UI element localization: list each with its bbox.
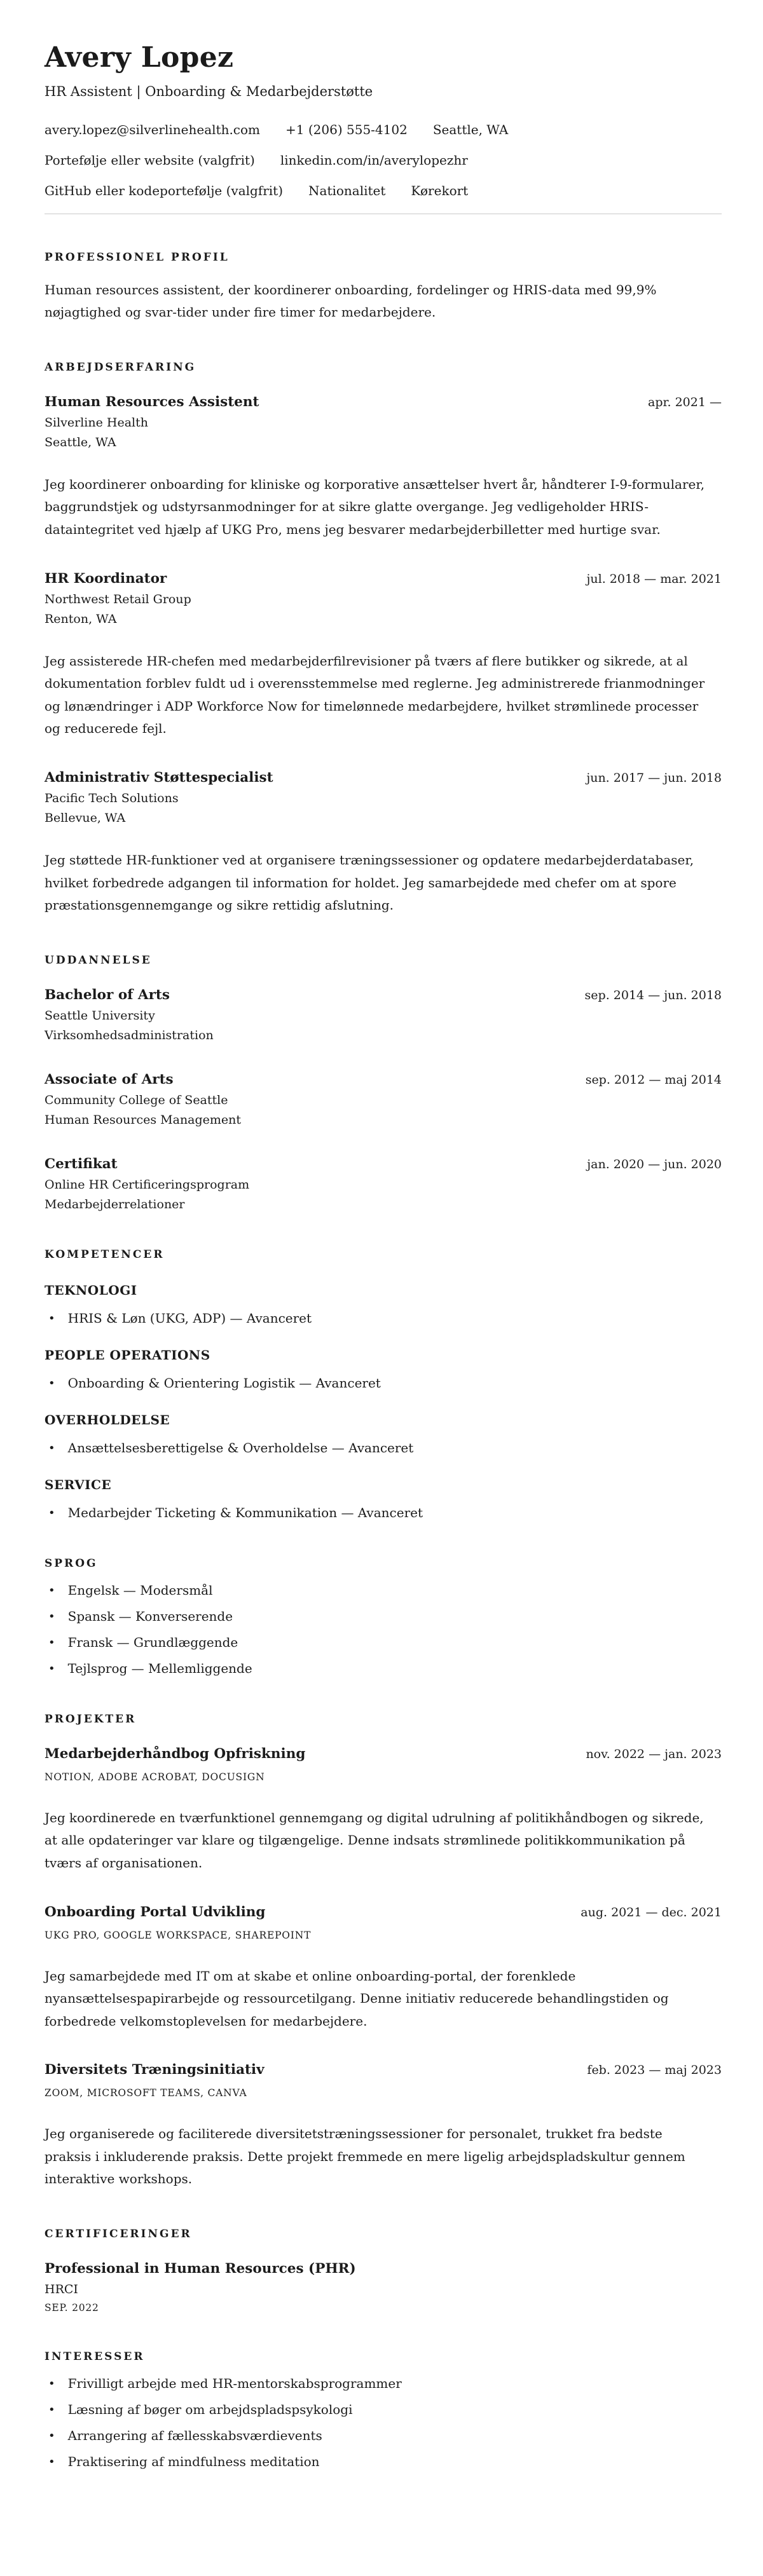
language-item bbox=[45, 1583, 722, 1598]
skill-item bbox=[45, 1375, 722, 1391]
section-heading-profile: PROFESSIONEL PROFIL bbox=[45, 250, 230, 264]
bullet-icon: • bbox=[48, 1635, 55, 1649]
skill-group-name: SERVICE bbox=[45, 1476, 112, 1492]
language-item bbox=[45, 1661, 722, 1676]
bullet-icon: • bbox=[48, 2455, 55, 2469]
job-dates: jun. 2017 — jun. 2018 bbox=[586, 770, 722, 785]
github-placeholder-text: GitHub eller kodeportefølje (valgfrit) bbox=[45, 182, 284, 198]
project-name: Onboarding Portal Udvikling bbox=[45, 1904, 266, 1920]
section-interests bbox=[45, 2350, 722, 2469]
degree-title: Certifikat bbox=[45, 1155, 118, 1172]
bullet-icon: • bbox=[48, 2377, 55, 2391]
section-heading-projects: PROJEKTER bbox=[45, 1712, 137, 1726]
job-entry-head bbox=[45, 770, 722, 786]
school-name: Community College of Seattle bbox=[45, 1093, 228, 1107]
bullet-icon: • bbox=[48, 1609, 55, 1623]
education-dates: jan. 2020 — jun. 2020 bbox=[587, 1157, 722, 1171]
section-experience bbox=[45, 361, 722, 917]
skill-list bbox=[45, 1375, 722, 1391]
bullet-icon: • bbox=[48, 2403, 55, 2417]
job-entry bbox=[45, 571, 722, 740]
interest-item-text: Frivilligt arbejde med HR-mentorskabsprogrammer bbox=[67, 2376, 402, 2392]
project-description: Jeg organiserede og faciliterede diversitetstræningssessioner for personalet, trukket fra bedste praksis i inkluderende praksis. Dette projekt fremmede en mere ligelig arbejdspladskultur gennem interaktive workshops. bbox=[45, 2126, 685, 2187]
skill-item bbox=[45, 1505, 722, 1520]
bullet-icon: • bbox=[48, 1661, 55, 1675]
job-title: Administrativ Støttespecialist bbox=[45, 769, 273, 786]
language-item-text: Spansk — Konverserende bbox=[67, 1608, 233, 1624]
skill-item bbox=[45, 1440, 722, 1455]
degree-title: Associate of Arts bbox=[45, 1071, 174, 1087]
resume-header bbox=[45, 42, 722, 214]
project-dates: feb. 2023 — maj 2023 bbox=[587, 2063, 722, 2078]
skill-group bbox=[45, 1412, 722, 1455]
job-company: Northwest Retail Group bbox=[45, 592, 191, 606]
project-name: Medarbejderhåndbog Opfriskning bbox=[45, 1745, 306, 1762]
contact-row-1 bbox=[45, 122, 722, 137]
license-text: Kørekort bbox=[411, 182, 469, 198]
skill-group bbox=[45, 1477, 722, 1520]
section-heading-experience: ARBEJDSERFARING bbox=[45, 360, 196, 374]
education-entry-head bbox=[45, 1072, 722, 1087]
linkedin-text[interactable]: linkedin.com/in/averylopezhr bbox=[280, 152, 468, 168]
email-text[interactable]: avery.lopez@silverlinehealth.com bbox=[45, 121, 261, 137]
school-name: Online HR Certificeringsprogram bbox=[45, 1177, 250, 1192]
bullet-icon: • bbox=[48, 1376, 55, 1390]
project-entry-head bbox=[45, 1746, 722, 1762]
language-item bbox=[45, 1635, 722, 1650]
education-dates: sep. 2014 — jun. 2018 bbox=[584, 988, 722, 1002]
phone-text: +1 (206) 555-4102 bbox=[285, 121, 408, 137]
job-dates: jul. 2018 — mar. 2021 bbox=[586, 571, 722, 586]
job-entry bbox=[45, 770, 722, 917]
project-entry-head bbox=[45, 1904, 722, 1920]
language-item-text: Tejlsprog — Mellemliggende bbox=[67, 1660, 252, 1676]
certification-entry bbox=[45, 2261, 722, 2314]
nationality-text: Nationalitet bbox=[308, 182, 386, 198]
project-tools: ZOOM, MICROSOFT TEAMS, CANVA bbox=[45, 2087, 247, 2099]
field-of-study: Virksomhedsadministration bbox=[45, 1028, 214, 1042]
section-education bbox=[45, 954, 722, 1211]
profile-text: Human resources assistent, der koordinerer onboarding, fordelinger og HRIS-data med 99,9% nøjagtighed og svar-tider under fire timer for medarbejdere. bbox=[45, 282, 657, 320]
language-list bbox=[45, 1583, 722, 1676]
section-heading-languages: SPROG bbox=[45, 1557, 98, 1570]
project-description: Jeg samarbejdede med IT om at skabe et online onboarding-portal, der forenklede nyansættelsespapirarbejde og ressourcetilgang. Denne initiativ reducerede behandlingstiden og forbedrede velkomstoplevelsen for medarbejdere. bbox=[45, 1968, 669, 2029]
field-of-study: Human Resources Management bbox=[45, 1112, 242, 1127]
skill-item-text: Onboarding & Orientering Logistik — Avanceret bbox=[67, 1375, 381, 1391]
skill-group-name: PEOPLE OPERATIONS bbox=[45, 1347, 210, 1363]
job-location: Renton, WA bbox=[45, 611, 117, 626]
language-item-text: Fransk — Grundlæggende bbox=[67, 1634, 238, 1650]
job-company: Silverline Health bbox=[45, 415, 148, 430]
bullet-icon: • bbox=[48, 1506, 55, 1520]
certification-name: Professional in Human Resources (PHR) bbox=[45, 2261, 356, 2277]
bullet-icon: • bbox=[48, 1583, 55, 1597]
skill-item-text: HRIS & Løn (UKG, ADP) — Avanceret bbox=[67, 1310, 312, 1326]
bullet-icon: • bbox=[48, 2429, 55, 2443]
project-tools: NOTION, ADOBE ACROBAT, DOCUSIGN bbox=[45, 1771, 265, 1783]
section-certifications bbox=[45, 2228, 722, 2314]
project-description: Jeg koordinerede en tværfunktionel gennemgang og digital udrulning af politikhåndbogen og sikrede, at alle opdateringer var klare og tilgængelige. Denne indsats strømlinede politikkommunikation på tværs af organisationen. bbox=[45, 1809, 704, 1871]
project-entry bbox=[45, 1746, 722, 1875]
job-dates: apr. 2021 — bbox=[648, 395, 722, 409]
project-tools: UKG PRO, GOOGLE WORKSPACE, SHAREPOINT bbox=[45, 1929, 312, 1941]
candidate-title: HR Assistent | Onboarding & Medarbejderstøtte bbox=[45, 83, 373, 99]
job-entry bbox=[45, 394, 722, 542]
skill-item-text: Ansættelsesberettigelse & Overholdelse — Avanceret bbox=[67, 1440, 414, 1455]
skill-list bbox=[45, 1311, 722, 1326]
section-languages bbox=[45, 1557, 722, 1676]
section-heading-skills: KOMPETENCER bbox=[45, 1248, 165, 1261]
interest-item-text: Praktisering af mindfulness meditation bbox=[67, 2454, 320, 2470]
job-description: Jeg koordinerer onboarding for kliniske og korporative ansættelser hvert år, håndterer I-9-formularer, baggrundstjek og udstyrsanmodninger for at sikre glatte overgange. Jeg vedligeholder HRIS-dataintegritet ved hjælp af UKG Pro, mens jeg besvarer medarbejderbilletter med hurtige svar. bbox=[45, 476, 705, 537]
job-description: Jeg assisterede HR-chefen med medarbejderfilrevisioner på tværs af flere butikker og sikrede, at al dokumentation forblev fuldt ud i overensstemmelse med reglerne. Jeg administrerede frianmodninger og lønændringer i ADP Workforce Now for timelønnede medarbejdere, hvilket strømlinede processer og reducerede fejl. bbox=[45, 653, 705, 737]
project-dates: aug. 2021 — dec. 2021 bbox=[581, 1905, 722, 1919]
project-dates: nov. 2022 — jan. 2023 bbox=[586, 1747, 722, 1761]
skill-list bbox=[45, 1505, 722, 1520]
education-entry-head bbox=[45, 1156, 722, 1172]
school-name: Seattle University bbox=[45, 1008, 155, 1023]
job-location: Seattle, WA bbox=[45, 435, 116, 449]
skill-list bbox=[45, 1440, 722, 1455]
section-skills bbox=[45, 1248, 722, 1520]
job-location: Bellevue, WA bbox=[45, 810, 126, 825]
skill-item-text: Medarbejder Ticketing & Kommunikation — Avanceret bbox=[67, 1504, 423, 1520]
bullet-icon: • bbox=[48, 1441, 55, 1455]
interest-item-text: Læsning af bøger om arbejdspladspsykologi bbox=[67, 2402, 353, 2418]
interest-item-text: Arrangering af fællesskabsværdievents bbox=[67, 2428, 322, 2444]
certification-date: SEP. 2022 bbox=[45, 2302, 99, 2314]
education-entry-head bbox=[45, 987, 722, 1003]
skill-group-name: TEKNOLOGI bbox=[45, 1282, 137, 1298]
section-heading-interests: INTERESSER bbox=[45, 2350, 145, 2364]
language-item-text: Engelsk — Modersmål bbox=[67, 1582, 213, 1598]
field-of-study: Medarbejderrelationer bbox=[45, 1197, 185, 1211]
interest-item bbox=[45, 2428, 722, 2443]
interest-item bbox=[45, 2454, 722, 2469]
skill-group bbox=[45, 1347, 722, 1391]
interest-item bbox=[45, 2402, 722, 2417]
bullet-icon: • bbox=[48, 1311, 55, 1325]
project-entry-head bbox=[45, 2062, 722, 2078]
job-description: Jeg støttede HR-funktioner ved at organisere træningssessioner og opdatere medarbejderdatabaser, hvilket forbedrede adgangen til information for holdet. Jeg samarbejdede med chefer om at spore præstationsgennemgange og sikre rettidig afslutning. bbox=[45, 852, 694, 913]
contact-block bbox=[45, 122, 722, 198]
project-entry bbox=[45, 1904, 722, 2033]
job-entry-head bbox=[45, 394, 722, 410]
section-projects bbox=[45, 1713, 722, 2191]
section-heading-education: UDDANNELSE bbox=[45, 953, 152, 967]
job-title: HR Koordinator bbox=[45, 570, 167, 587]
skill-group-name: OVERHOLDELSE bbox=[45, 1412, 170, 1428]
skill-group bbox=[45, 1283, 722, 1326]
degree-title: Bachelor of Arts bbox=[45, 986, 170, 1003]
interest-item bbox=[45, 2376, 722, 2391]
job-title: Human Resources Assistent bbox=[45, 393, 259, 410]
education-entry bbox=[45, 1072, 722, 1127]
certification-entry-head bbox=[45, 2261, 722, 2277]
contact-row-3 bbox=[45, 183, 722, 198]
location-text: Seattle, WA bbox=[432, 121, 509, 137]
portfolio-placeholder-text: Portefølje eller website (valgfrit) bbox=[45, 152, 255, 168]
job-company: Pacific Tech Solutions bbox=[45, 791, 179, 805]
education-entry bbox=[45, 1156, 722, 1211]
candidate-name: Avery Lopez bbox=[45, 41, 234, 74]
contact-row-2 bbox=[45, 153, 722, 168]
language-item bbox=[45, 1609, 722, 1624]
job-entry-head bbox=[45, 571, 722, 587]
section-profile bbox=[45, 251, 722, 324]
project-entry bbox=[45, 2062, 722, 2191]
interest-list bbox=[45, 2376, 722, 2469]
education-dates: sep. 2012 — maj 2014 bbox=[585, 1072, 722, 1087]
skill-item bbox=[45, 1311, 722, 1326]
section-heading-certifications: CERTIFICERINGER bbox=[45, 2228, 192, 2241]
project-name: Diversitets Træningsinitiativ bbox=[45, 2062, 265, 2078]
education-entry bbox=[45, 987, 722, 1042]
certification-issuer: HRCI bbox=[45, 2282, 78, 2297]
